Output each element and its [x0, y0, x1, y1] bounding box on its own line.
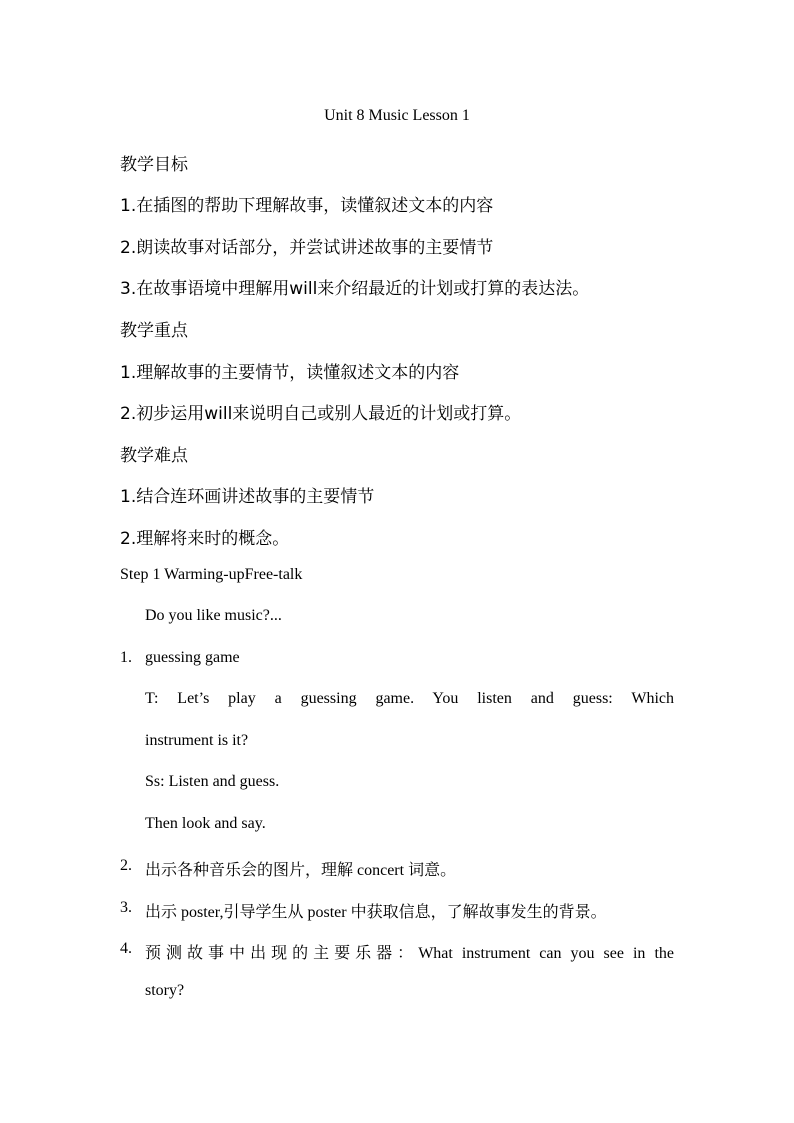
dialogue-line: Then look and say.	[145, 815, 266, 832]
list-number: 3.	[120, 899, 132, 916]
difficulties-heading: 教学难点	[120, 446, 188, 466]
dialogue-line: T: Let’s play a guessing game. You listen and guess: Which	[145, 690, 674, 707]
step1-intro: Do you like music?...	[145, 607, 282, 624]
objective-item: 1.在插图的帮助下理解故事，读懂叙述文本的内容	[120, 196, 494, 216]
key-point-item: 2.初步运用will来说明自己或别人最近的计划或打算。	[120, 404, 522, 424]
list-text: 出示各种音乐会的图片，理解 concert 词意。	[145, 862, 457, 879]
dialogue-line: instrument is it?	[145, 732, 249, 749]
page-title: Unit 8 Music Lesson 1	[324, 107, 470, 124]
dialogue-line: Ss: Listen and guess.	[145, 773, 280, 790]
difficulty-item: 1.结合连环画讲述故事的主要情节	[120, 487, 375, 507]
list-number: 1.	[120, 649, 132, 666]
objective-item: 2.朗读故事对话部分，并尝试讲述故事的主要情节	[120, 238, 494, 258]
objectives-heading: 教学目标	[120, 155, 188, 175]
list-text: guessing game	[145, 649, 240, 666]
list-number: 2.	[120, 857, 132, 874]
list-number: 4.	[120, 940, 132, 957]
list-text-continuation: story?	[145, 982, 185, 999]
list-text: 出示 poster,引导学生从 poster 中获取信息，了解故事发生的背景。	[145, 904, 607, 921]
key-point-item: 1.理解故事的主要情节，读懂叙述文本的内容	[120, 363, 460, 383]
key-points-heading: 教学重点	[120, 321, 188, 341]
difficulty-item: 2.理解将来时的概念。	[120, 529, 290, 549]
step1-heading: Step 1 Warming-upFree-talk	[120, 566, 303, 583]
list-text: 预测故事中出现的主要乐器：What instrument can you see in the	[145, 945, 674, 962]
objective-item: 3.在故事语境中理解用will来介绍最近的计划或打算的表达法。	[120, 279, 590, 299]
